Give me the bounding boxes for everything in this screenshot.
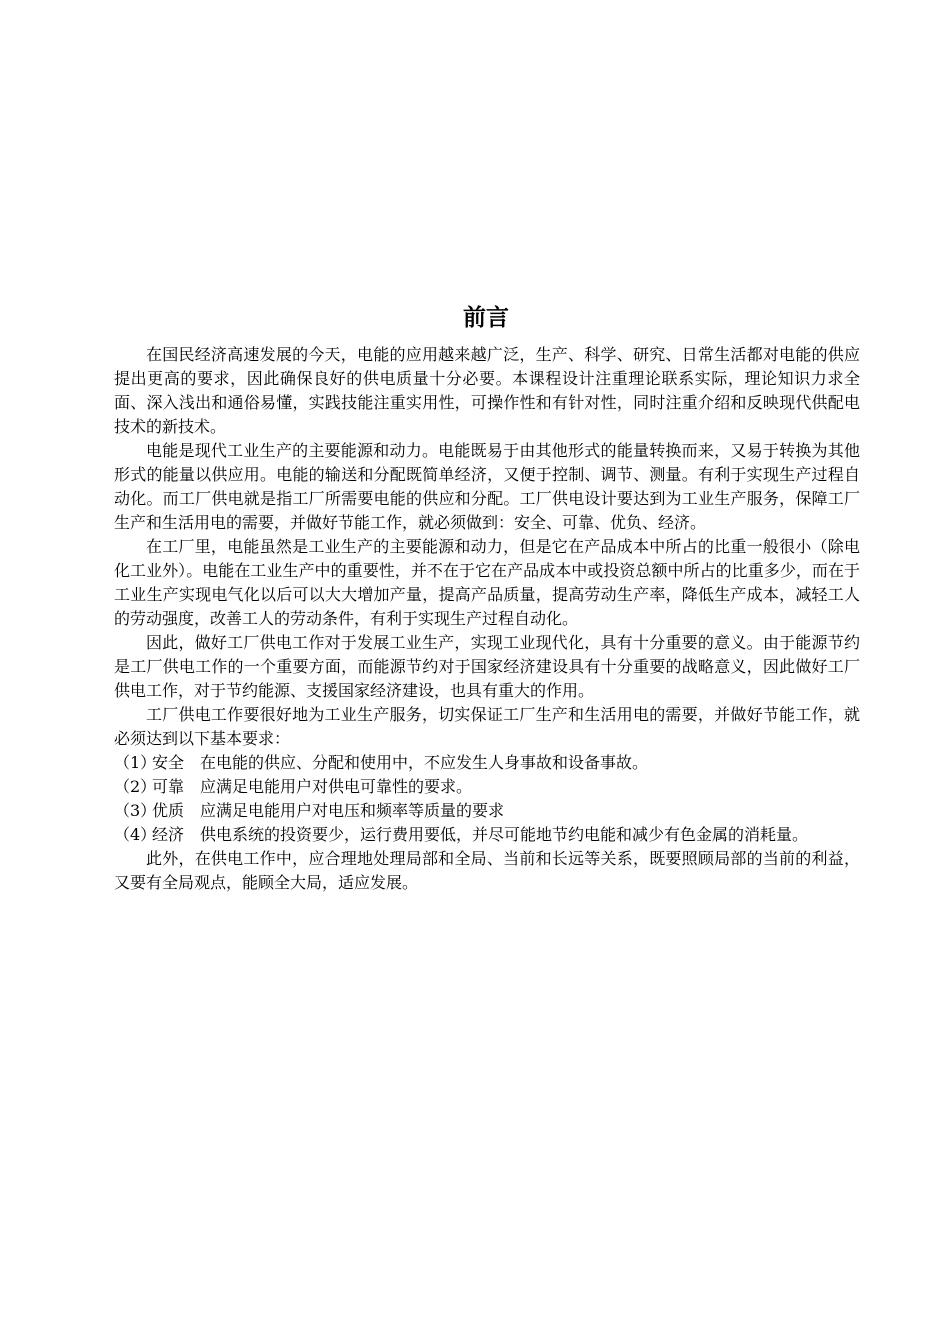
requirement-text: 应满足电能用户对供电可靠性的要求。: [200, 777, 473, 796]
page-title: 前言: [463, 305, 509, 331]
requirement-item: [114, 751, 860, 775]
document-body: [114, 343, 860, 895]
requirement-item: [114, 823, 860, 847]
requirement-text: 应满足电能用户对电压和频率等质量的要求: [200, 801, 505, 820]
requirement-item: [114, 775, 860, 799]
requirement-item: [114, 799, 860, 823]
requirement-label: （3）: [114, 801, 157, 820]
requirement-label: （1）: [114, 753, 157, 772]
paragraph-2: 电能是现代工业生产的主要能源和动力。电能既易于由其他形式的能量转换而来，又易于转换为其他形式的能量以供应用。电能的输送和分配既简单经济，又便于控制、调节、测量。有利于实现生产过程自动化。而工厂供电就是指工厂所需要电能的供应和分配。工厂供电设计要达到为工业生产服务，保障工厂生产和生活用电的需要，并做好节能工作，就必须做到：安全、可靠、优负、经济。: [114, 441, 860, 532]
requirement-name: 安全: [152, 753, 185, 772]
paragraph-3: 在工厂里，电能虽然是工业生产的主要能源和动力，但是它在产品成本中所占的比重一般很小（除电化工业外）。电能在工业生产中的重要性，并不在于它在产品成本中或投资总额中所占的比重多少，而在于工业生产实现电气化以后可以大大增加产量，提高产品质量，提高劳动生产率，降低生产成本，减轻工人的劳动强度，改善工人的劳动条件，有利于实现生产过程自动化。: [114, 537, 860, 628]
paragraph-1: 在国民经济高速发展的今天，电能的应用越来越广泛，生产、科学、研究、日常生活都对电能的供应提出更高的要求，因此确保良好的供电质量十分必要。本课程设计注重理论联系实际，理论知识力求全面、深入浅出和通俗易懂，实践技能注重实用性，可操作性和有针对性，同时注重介绍和反映现代供配电技术的新技术。: [114, 345, 860, 436]
requirement-label: （4）: [114, 825, 157, 844]
requirement-name: 经济: [152, 825, 185, 844]
requirement-name: 可靠: [152, 777, 185, 796]
closing-paragraph: 此外，在供电工作中，应合理地处理局部和全局、当前和长远等关系，既要照顾局部的当前的利益，又要有全局观点，能顾全大局，适应发展。: [114, 849, 860, 892]
requirement-text: 在电能的供应、分配和使用中，不应发生人身事故和设备事故。: [200, 753, 649, 772]
requirement-label: （2）: [114, 777, 157, 796]
requirement-text: 供电系统的投资要少，运行费用要低，并尽可能地节约电能和减少有色金属的消耗量。: [200, 825, 809, 844]
paragraph-5: 工厂供电工作要很好地为工业生产服务，切实保证工厂生产和生活用电的需要，并做好节能工作，就必须达到以下基本要求：: [114, 705, 860, 748]
requirement-name: 优质: [152, 801, 185, 820]
paragraph-4: 因此，做好工厂供电工作对于发展工业生产，实现工业现代化，具有十分重要的意义。由于能源节约是工厂供电工作的一个重要方面，而能源节约对于国家经济建设具有十分重要的战略意义，因此做好工厂供电工作，对于节约能源、支援国家经济建设，也具有重大的作用。: [114, 633, 860, 700]
